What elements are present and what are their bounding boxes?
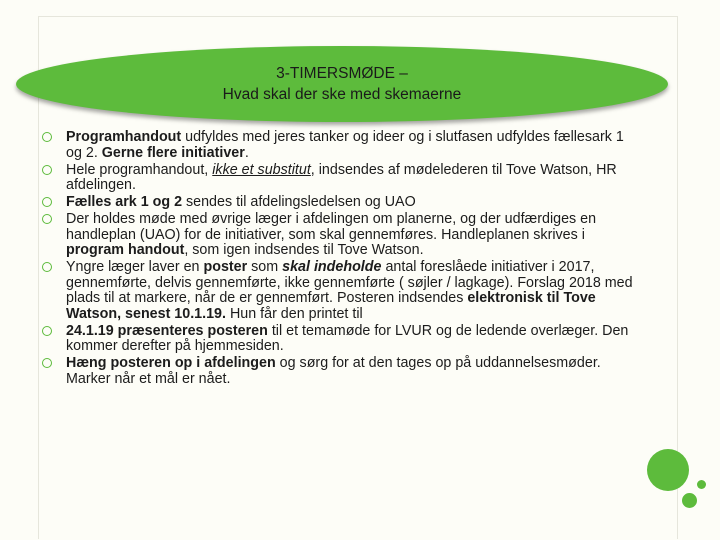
bullet-circle-icon	[42, 165, 52, 175]
item-text: til et temamøde for LVUR og de ledende overlæger. Den kommer derefter på hjemmesiden.	[66, 322, 629, 354]
item-text: antal foreslåede initiativer i 2017, gennemførte, delvis gennemførte, ikke gennemførte ( søjler / lagkage). Forslag 2018 med plads til at markere, når de er gennemført. Posteren indsendes	[66, 259, 633, 306]
item-text: Der holdes møde med øvrige læger i afdelingen om planerne, og der udfærdiges en handleplan (UAO) for de initiativer, som skal gennemføres. Handleplanen skrives i	[66, 211, 597, 243]
item-text: .	[244, 144, 249, 161]
list-item	[42, 212, 642, 259]
list-item	[42, 195, 642, 211]
decorative-circle-tiny	[697, 480, 706, 489]
list-item	[42, 260, 642, 322]
title-line-2: Hvad skal der ske med skemaerne	[222, 86, 462, 103]
item-text: sendes til afdelingsledelsen og UAO	[182, 194, 416, 210]
bullet-circle-icon	[42, 197, 52, 207]
list-item	[42, 163, 642, 194]
item-text: som	[247, 259, 283, 275]
list-item	[42, 324, 642, 355]
item-bold-italic: skal indeholde	[282, 259, 382, 275]
bullet-circle-icon	[42, 214, 52, 224]
decorative-circle-large	[647, 449, 689, 491]
bullet-content	[42, 130, 642, 389]
item-text: Hele programhandout,	[66, 161, 213, 178]
item-bold: Fælles ark 1 og 2	[66, 194, 183, 210]
title-banner	[16, 46, 668, 122]
item-bold: Programhandout	[66, 129, 182, 145]
item-bold: Gerne flere initiativer	[101, 144, 245, 161]
item-bold: 24.1.19 præsenteres posteren	[66, 322, 268, 339]
item-text: Yngre læger laver en	[66, 259, 204, 275]
list-item	[42, 356, 642, 387]
bullet-circle-icon	[42, 132, 52, 142]
list-item	[42, 130, 642, 161]
bullet-list	[42, 130, 642, 387]
item-text: , som igen indsendes til Tove Watson.	[184, 242, 424, 258]
decorative-circle-small	[682, 493, 697, 508]
item-emphasis: ikke et substitut	[212, 161, 311, 178]
item-bold: Hæng posteren op i afdelingen	[66, 355, 276, 371]
item-bold: program handout	[66, 242, 185, 258]
item-text: udfyldes med jeres tanker og ideer og i slutfasen udfyldes fællesark 1 og 2.	[66, 129, 624, 161]
bullet-circle-icon	[42, 326, 52, 336]
item-text: Hun får den printet til	[225, 305, 363, 322]
title-line-1: 3-TIMERSMØDE –	[276, 65, 408, 82]
item-bold: elektronisk til Tove Watson, senest 10.1.19.	[66, 290, 596, 322]
item-bold: poster	[203, 259, 248, 275]
item-text: og sørg for at den tages op på uddannelsesmøder. Marker når et mål er nået.	[66, 355, 601, 387]
item-text: , indsendes af mødelederen til Tove Watson, HR afdelingen.	[66, 161, 617, 193]
bullet-circle-icon	[42, 262, 52, 272]
bullet-circle-icon	[42, 358, 52, 368]
